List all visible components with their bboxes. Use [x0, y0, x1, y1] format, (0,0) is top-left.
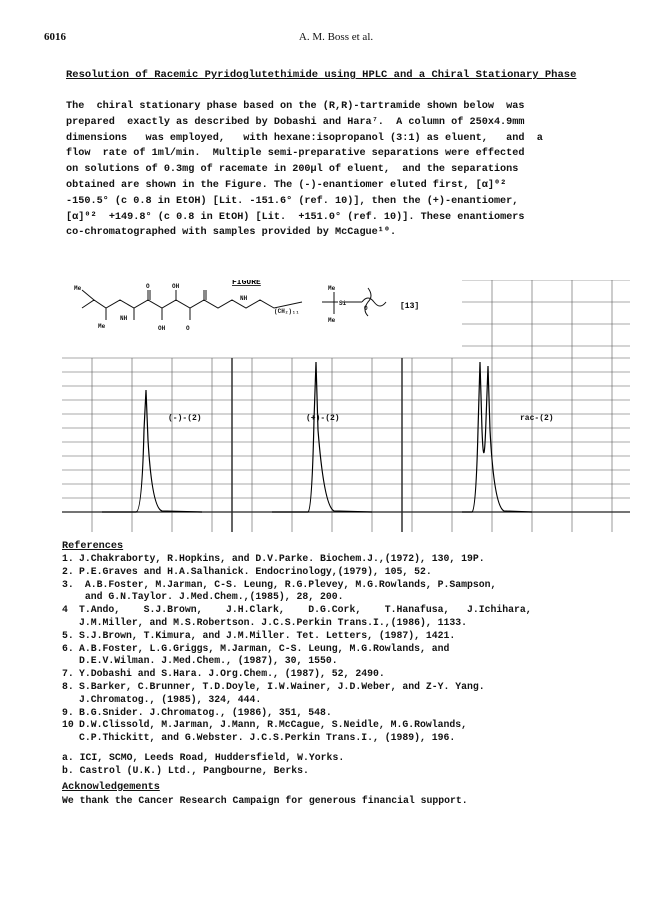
- chromatogram-traces: [102, 362, 532, 512]
- body-line: [α]⁰² +149.8° (c 0.8 in EtOH) [Lit. +151.0° (ref. 10)]. These enantiomers: [66, 211, 525, 223]
- figure-label: FIGURE: [232, 280, 261, 287]
- atom-nh: NH: [120, 315, 128, 322]
- reference-text: P.E.Graves and H.A.Salhanick. Endocrinology,(1979), 105, 52.: [79, 565, 432, 577]
- body-line: flow rate of 1ml/min. Multiple semi-preparative separations were effected: [66, 148, 525, 160]
- body-line: dimensions was employed, with hexane:isopropanol (3:1) as eluent, and a: [66, 132, 543, 144]
- atom-me: Me: [328, 285, 336, 292]
- reference-item: [62, 579, 622, 605]
- peak-label-rac: rac-(2): [520, 414, 554, 423]
- reference-number: 1.: [62, 553, 74, 564]
- affiliations: [62, 751, 622, 777]
- atom-o: O: [146, 283, 150, 290]
- reference-number: 5.: [62, 629, 74, 641]
- reference-item: [62, 707, 622, 720]
- chart-grid-upper: [462, 280, 630, 358]
- affiliation-line: b. Castrol (U.K.) Ltd., Pangbourne, Berks.: [62, 765, 309, 776]
- compound-number: [13]: [400, 302, 420, 311]
- atom-o: O: [186, 325, 190, 332]
- figure: [62, 280, 630, 540]
- references: [62, 540, 622, 745]
- running-head: A. M. Boss et al.: [298, 31, 374, 43]
- atom-o-link: O: [364, 305, 368, 312]
- reference-text: B.G.Snider. J.Chromatog., (1986), 351, 548.: [79, 706, 332, 718]
- reference-item: [62, 668, 622, 681]
- reference-number: 9.: [62, 706, 74, 718]
- reference-item: [62, 681, 622, 707]
- acknowledgements: [62, 781, 622, 807]
- reference-number: 8.: [62, 680, 74, 692]
- reference-item: [62, 566, 622, 579]
- atom-nh: NH: [240, 295, 248, 302]
- reference-number: 7.: [62, 668, 74, 680]
- acknowledgements-text: We thank the Cancer Research Campaign for generous financial support.: [62, 795, 468, 806]
- reference-number: 4: [62, 604, 68, 616]
- reference-text: A.B.Foster, M.Jarman, C-S. Leung, R.G.Plevey, M.G.Rowlands, P.Sampson, and G.N.Taylor. J.Med.Chem.,(1985), 28, 200.: [84, 578, 497, 603]
- references-heading: References: [62, 541, 124, 552]
- body-line: on solutions of 0.3mg of racemate in 200µl of eluent, and the separations: [66, 164, 519, 176]
- reference-number: 3.: [62, 578, 74, 590]
- reference-number: 6.: [62, 642, 74, 654]
- body-line: prepared exactly as described by Dobashi and Hara⁷. A column of 250x4.9mm: [66, 116, 525, 128]
- chart-grid: [62, 358, 630, 532]
- atom-me: Me: [328, 317, 336, 324]
- reference-item: [62, 553, 622, 566]
- reference-text: Y.Dobashi and S.Hara. J.Org.Chem., (1987), 52, 2490.: [79, 668, 385, 680]
- acknowledgements-heading: Acknowledgements: [62, 782, 160, 793]
- reference-text: A.B.Foster, L.G.Griggs, M.Jarman, C-S. Leung, M.G.Rowlands, and D.E.V.Wilman. J.Med.Chem., (1987), 30, 1550.: [79, 642, 450, 667]
- atom-oh: OH: [158, 325, 166, 332]
- reference-text: T.Ando, S.J.Brown, J.H.Clark, D.G.Cork, T.Hanafusa, J.Ichihara, J.M.Miller, and M.S.Robertson. J.C.S.Perkin Trans.I.,(1986), 1133.: [79, 604, 532, 628]
- atom-me: Me: [98, 323, 106, 330]
- peak-label-plus: (+)-(2): [306, 414, 340, 423]
- atom-me: Me: [74, 285, 82, 292]
- page-header: [0, 31, 672, 49]
- reference-item: [62, 630, 622, 643]
- affiliation-line: a. ICI, SCMO, Leeds Road, Huddersfield, W.Yorks.: [62, 752, 345, 763]
- chain-label: (CH₂)₁₁: [274, 308, 300, 315]
- body-line: -150.5° (c 0.8 in EtOH) [Lit. -151.6° (ref. 10)], then the (+)-enantiomer,: [66, 195, 519, 207]
- body-text: [66, 99, 611, 241]
- reference-text: J.Chakraborty, R.Hopkins, and D.V.Parke. Biochem.J.,(1972), 130, 19P.: [79, 553, 485, 564]
- body-line: co-chromatographed with samples provided by McCague¹⁰.: [66, 227, 397, 239]
- body-line: The chiral stationary phase based on the (R,R)-tartramide shown below was: [66, 101, 525, 112]
- page-number: 6016: [44, 31, 66, 43]
- reference-text: D.W.Clissold, M.Jarman, J.Mann, R.McCague, S.Neidle, M.G.Rowlands, C.P.Thickitt, and G.Webster. J.C.S.Perkin Trans.I., (1989), 196.: [79, 719, 468, 744]
- reference-item: [62, 604, 622, 630]
- body-line: obtained are shown in the Figure. The (-)-enantiomer eluted first, [α]⁰²: [66, 179, 507, 191]
- peak-label-minus: (-)-(2): [168, 414, 202, 423]
- atom-si: Si: [339, 300, 347, 307]
- reference-item: [62, 719, 622, 745]
- reference-number: 2.: [62, 565, 74, 577]
- reference-item: [62, 643, 622, 669]
- section-title: Resolution of Racemic Pyridoglutethimide using HPLC and a Chiral Stationary Phase: [66, 69, 577, 81]
- reference-text: S.J.Brown, T.Kimura, and J.M.Miller. Tet. Letters, (1987), 1421.: [79, 629, 456, 641]
- atom-oh: OH: [172, 283, 180, 290]
- reference-number: 10: [62, 719, 74, 731]
- reference-text: S.Barker, C.Brunner, T.D.Doyle, I.W.Wainer, J.D.Weber, and Z-Y. Yang. J.Chromatog., (1985), 324, 444.: [79, 680, 485, 705]
